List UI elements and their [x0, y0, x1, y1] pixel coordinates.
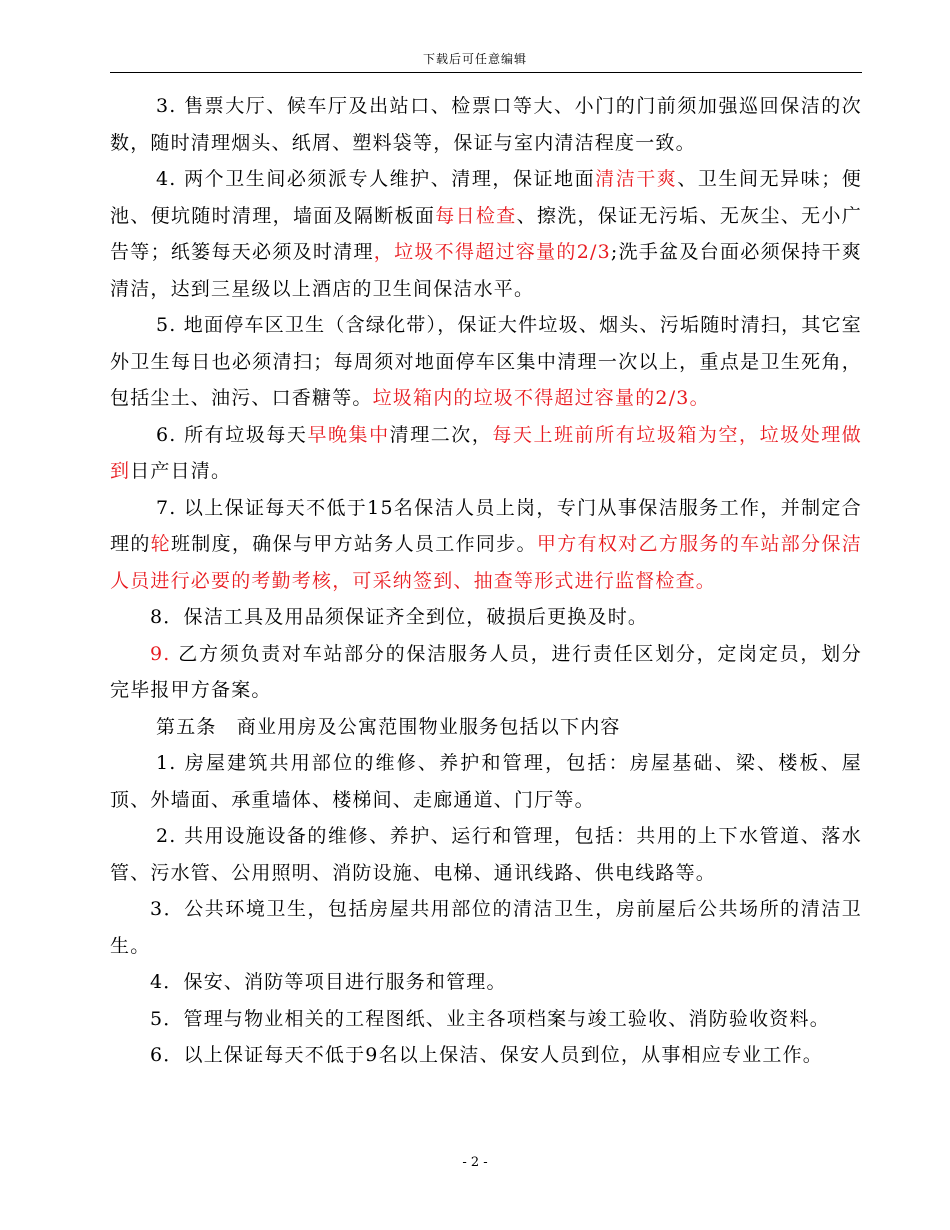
paragraph-text: 3. 售票大厅、候车厅及出站口、检票口等大、小门的门前须加强巡回保洁的次数，随时清理烟头、纸屑、塑料袋等，保证与室内清洁程度一致。 — [110, 95, 862, 154]
paragraph-text: 日产日清。 — [130, 460, 232, 482]
paragraph — [110, 1037, 862, 1074]
paragraph-text: 6. 所有垃圾每天 — [156, 423, 308, 446]
paragraph — [110, 161, 862, 307]
highlighted-text: 轮 — [150, 533, 171, 555]
paragraph-text: 2. 共用设施设备的维修、养护、运行和管理，包括：共用的上下水管道、落水管、污水管、公用照明、消防设施、电梯、通讯线路、供电线路等。 — [110, 825, 862, 884]
paragraph-text: 5．管理与物业相关的工程图纸、业主各项档案与竣工验收、消防验收资料。 — [150, 1007, 830, 1030]
paragraph — [110, 490, 862, 600]
highlighted-text: 垃圾箱内的垃圾不得超过容量的2/3。 — [372, 387, 710, 409]
header-rule — [110, 72, 862, 73]
page-header: 下载后可任意编辑 — [422, 52, 527, 66]
paragraph-text: 4．保安、消防等项目进行服务和管理。 — [150, 971, 507, 993]
paragraph-text: 清理二次， — [389, 423, 493, 446]
paragraph-text: 3．公共环境卫生，包括房屋共用部位的清洁卫生，房前屋后公共场所的清洁卫生。 — [110, 898, 862, 957]
paragraph-text: 8．保洁工具及用品须保证齐全到位，破损后更换及时。 — [150, 606, 649, 628]
highlighted-text: ，垃圾不得超过容量的2/3 — [373, 241, 611, 263]
paragraph — [110, 636, 862, 709]
paragraph-text: 、擦洗，保证无污垢、无灰尘、无小广告等；纸篓每天必须及时清理 — [110, 204, 862, 263]
highlighted-text: 每天上班前所有垃圾箱为空，垃圾处理做到 — [110, 423, 862, 482]
paragraph-text: 乙方须负责对车站部分的保洁服务人员，进行责任区划分，定岗定员，划分完毕报甲方备案。 — [110, 642, 862, 701]
paragraph-text: ;洗手盆及台面必须保持干爽清洁，达到三星级以上酒店的卫生间保洁水平。 — [110, 241, 862, 300]
highlighted-text: 9. — [150, 642, 171, 665]
highlighted-text: 早晚集中 — [307, 423, 390, 446]
paragraph-text: 班制度，确保与甲方站务人员工作同步。 — [170, 533, 537, 555]
paragraph — [110, 818, 862, 891]
page-number: - 2 - — [462, 1155, 488, 1170]
paragraph-text: 、卫生间无异味；便池、便坑随时清理，墙面及隔断板面 — [110, 168, 862, 227]
paragraph — [110, 417, 862, 490]
paragraph — [110, 745, 862, 818]
highlighted-text: 清洁干爽 — [595, 168, 678, 190]
paragraph — [110, 964, 862, 1001]
highlighted-text: 每日检查 — [435, 204, 517, 227]
paragraph-text: 4. 两个卫生间必须派专人维护、清理，保证地面 — [156, 168, 596, 190]
paragraph — [110, 307, 862, 417]
paragraph-text: 1. 房屋建筑共用部位的维修、养护和管理，包括：房屋基础、梁、楼板、屋顶、外墙面、承重墙体、楼梯间、走廊通道、门厅等。 — [110, 752, 862, 811]
paragraph — [110, 891, 862, 964]
document-body — [110, 88, 862, 1074]
paragraph-text: 第五条 商业用房及公寓范围物业服务包括以下内容 — [156, 715, 621, 738]
paragraph-text: 7. 以上保证每天不低于15名保洁人员上岗，专门从事保洁服务工作，并制定合理的 — [110, 496, 862, 555]
paragraph — [110, 88, 862, 161]
paragraph-text: 5. 地面停车区卫生（含绿化带），保证大件垃圾、烟头、污垢随时清扫，其它室外卫生每日也必须清扫；每周须对地面停车区集中清理一次以上，重点是卫生死角，包括尘土、油污、口香糖等。 — [110, 314, 862, 409]
paragraph — [110, 599, 862, 636]
paragraph — [110, 1001, 862, 1038]
paragraph — [110, 709, 862, 746]
highlighted-text: 甲方有权对乙方服务的车站部分保洁人员进行必要的考勤考核，可采纳签到、抽查等形式进行监督检查。 — [110, 533, 862, 592]
paragraph-text: 6．以上保证每天不低于9名以上保洁、保安人员到位，从事相应专业工作。 — [150, 1044, 823, 1066]
